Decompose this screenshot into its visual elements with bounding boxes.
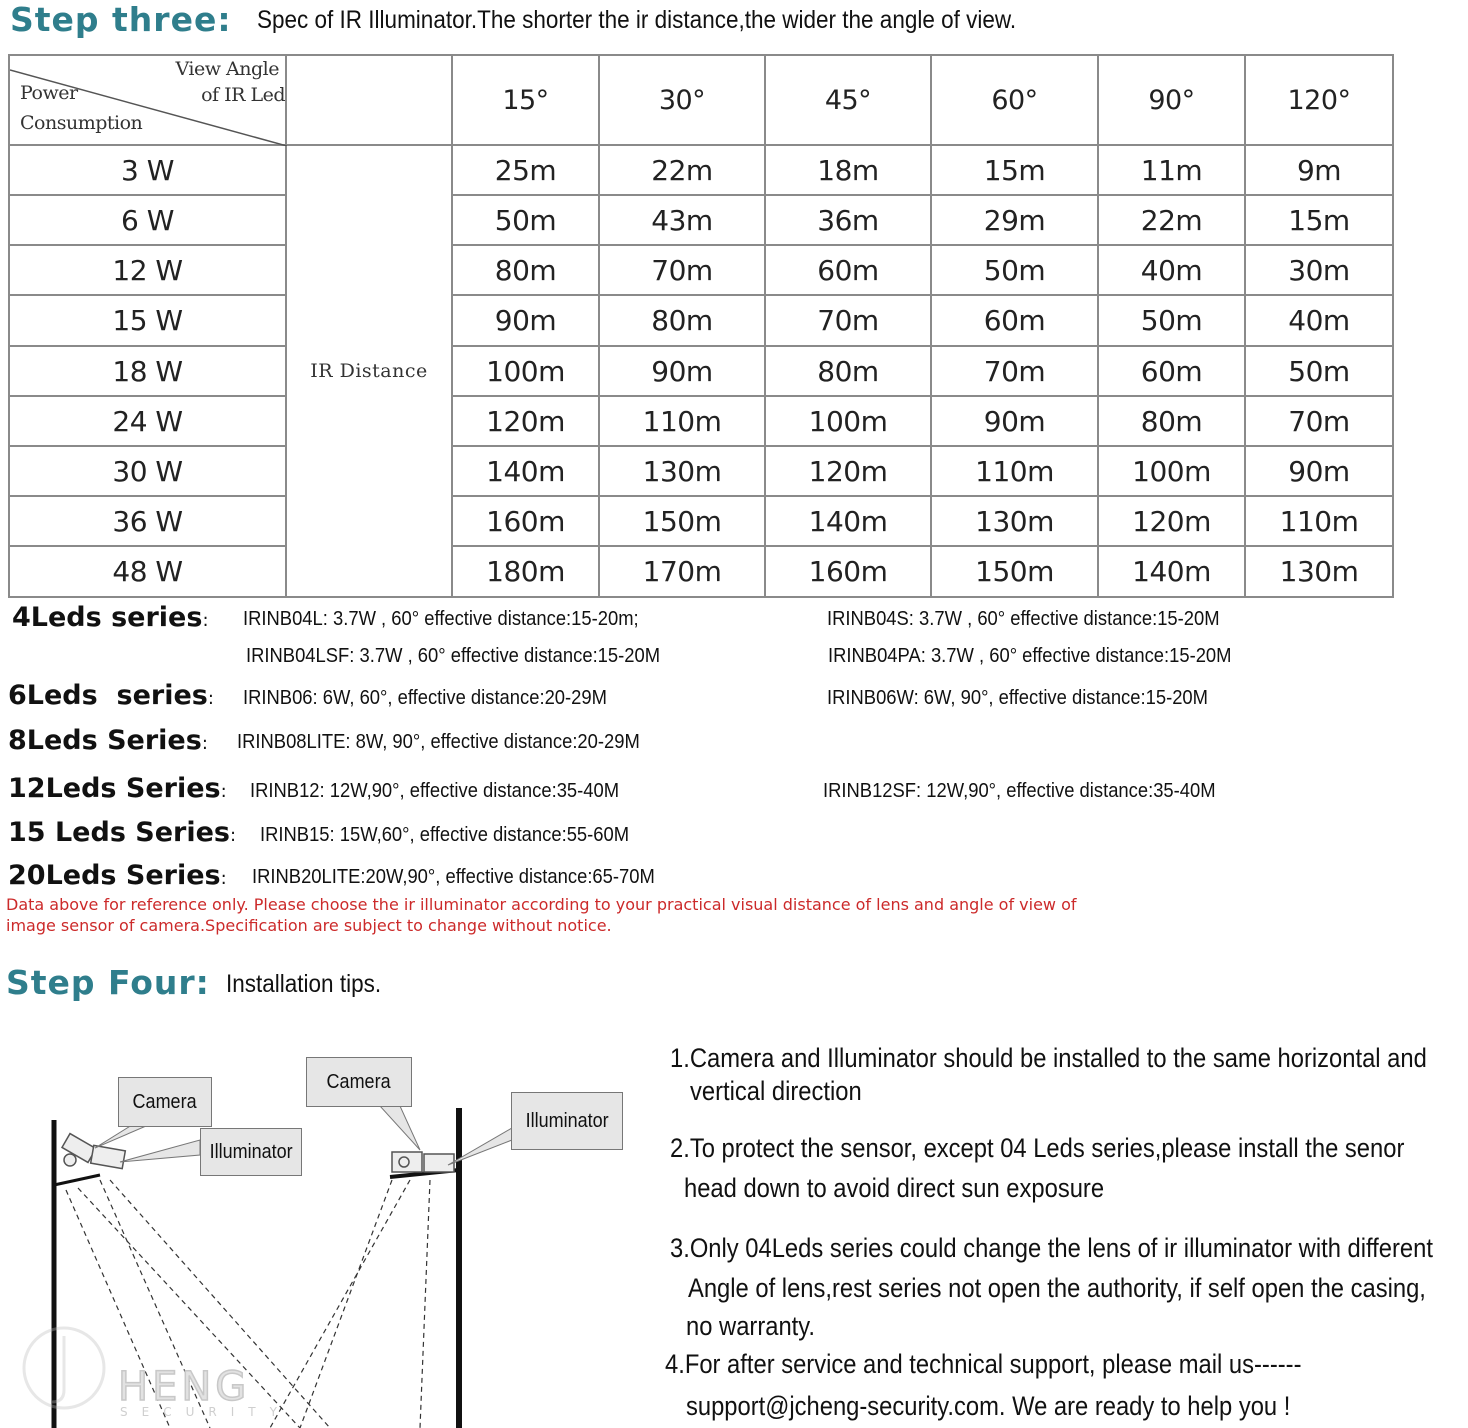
- series-separator: :: [201, 733, 208, 754]
- table-row: [9, 496, 1393, 546]
- table-row: [9, 195, 1393, 245]
- distance-cell: 70m: [1245, 396, 1393, 446]
- series-spec: IRINB06: 6W, 60°, effective distance:20-29M: [243, 687, 607, 709]
- corner-power-label: Power: [20, 82, 78, 104]
- step-three-title: Step three:: [10, 0, 232, 39]
- power-cell: 3 W: [9, 145, 286, 195]
- distance-cell: 60m: [931, 295, 1098, 346]
- left-bracket: [54, 1175, 100, 1185]
- distance-cell: 60m: [765, 245, 931, 295]
- series-spec: IRINB04PA: 3.7W , 60° effective distance:15-20M: [828, 645, 1232, 667]
- distance-cell: 140m: [1098, 546, 1245, 597]
- callout-illuminator-left: [200, 1128, 302, 1176]
- angle-header: 45°: [765, 55, 931, 145]
- callout-label: Illuminator: [525, 1109, 609, 1132]
- distance-cell: 100m: [765, 396, 931, 446]
- series-name: 6Leds series: [8, 680, 208, 711]
- callout-camera-left: [118, 1077, 212, 1127]
- distance-cell: 140m: [765, 496, 931, 546]
- table-row: [9, 346, 1393, 396]
- series-6leds: [8, 680, 214, 711]
- series-name: 8Leds Series: [8, 725, 202, 756]
- distance-cell: 36m: [765, 195, 931, 245]
- distance-cell: 40m: [1245, 295, 1393, 346]
- angle-header: 15°: [452, 55, 599, 145]
- table-header-row: [9, 55, 1393, 145]
- series-spec: IRINB04LSF: 3.7W , 60° effective distance:15-20M: [246, 645, 661, 667]
- distance-cell: 120m: [452, 396, 599, 446]
- header-blank-cell: [286, 55, 452, 145]
- power-cell: 30 W: [9, 446, 286, 496]
- corner-ir-led-label: of IR Led: [201, 84, 285, 106]
- distance-cell: 50m: [452, 195, 599, 245]
- callout-label: Camera: [326, 1070, 392, 1093]
- callout-label: Illuminator: [209, 1140, 293, 1163]
- power-cell: 6 W: [9, 195, 286, 245]
- distance-cell: 80m: [452, 245, 599, 295]
- series-name: 12Leds Series: [8, 773, 221, 804]
- tip-2-line-2: head down to avoid direct sun exposure: [684, 1173, 1105, 1203]
- distance-cell: 18m: [765, 145, 931, 195]
- angle-header: 120°: [1245, 55, 1393, 145]
- series-separator: :: [230, 825, 237, 846]
- table-row: [9, 446, 1393, 496]
- callout-pointer: [380, 1106, 420, 1150]
- distance-cell: 70m: [765, 295, 931, 346]
- tip-4-support-email: support@jcheng-security.com. We are ready to help you !: [686, 1391, 1291, 1421]
- distance-cell: 43m: [599, 195, 765, 245]
- disclaimer-line-1: Data above for reference only. Please choose the ir illuminator according to your practical visual distance of lens and angle of view of: [6, 895, 1077, 914]
- distance-cell: 100m: [1098, 446, 1245, 496]
- ir-distance-label: IR Distance: [286, 145, 452, 597]
- angle-header: 90°: [1098, 55, 1245, 145]
- series-separator: :: [220, 868, 227, 889]
- series-8leds: [8, 725, 208, 756]
- series-spec: IRINB20LITE:20W,90°, effective distance:65-70M: [252, 866, 655, 888]
- series-separator: :: [207, 688, 214, 709]
- distance-cell: 22m: [1098, 195, 1245, 245]
- corner-view-angle-label: View Angle: [175, 58, 279, 80]
- disclaimer-line-2: image sensor of camera.Specification are subject to change without notice.: [6, 916, 612, 935]
- watermark-subtitle: SECURITY: [120, 1405, 291, 1419]
- callout-illuminator-right: [511, 1092, 623, 1150]
- table-row: [9, 396, 1393, 446]
- corner-consumption-label: Consumption: [20, 112, 143, 134]
- tip-3-line-1: 3.Only 04Leds series could change the lens of ir illuminator with different: [670, 1233, 1433, 1263]
- callout-label: Camera: [132, 1090, 198, 1113]
- series-4leds: [12, 602, 209, 633]
- series-separator: :: [202, 610, 209, 631]
- tip-3-line-2: Angle of lens,rest series not open the authority, if self open the casing,: [688, 1273, 1426, 1303]
- distance-cell: 90m: [452, 295, 599, 346]
- series-separator: :: [220, 781, 227, 802]
- table-row: [9, 295, 1393, 346]
- distance-cell: 15m: [931, 145, 1098, 195]
- tip-2-line-1: 2.To protect the sensor, except 04 Leds series,please install the senor: [670, 1133, 1405, 1163]
- step-four-title: Step Four:: [6, 963, 210, 1002]
- angle-header: 30°: [599, 55, 765, 145]
- distance-cell: 50m: [931, 245, 1098, 295]
- series-20leds: [8, 860, 227, 891]
- series-spec: IRINB04L: 3.7W , 60° effective distance:15-20m;: [243, 608, 639, 630]
- distance-cell: 140m: [452, 446, 599, 496]
- series-spec: IRINB15: 15W,60°, effective distance:55-60M: [260, 824, 630, 846]
- angle-header: 60°: [931, 55, 1098, 145]
- distance-cell: 150m: [599, 496, 765, 546]
- distance-cell: 90m: [599, 346, 765, 396]
- distance-cell: 25m: [452, 145, 599, 195]
- series-12leds: [8, 773, 227, 804]
- distance-cell: 50m: [1245, 346, 1393, 396]
- power-cell: 48 W: [9, 546, 286, 597]
- series-spec: IRINB12SF: 12W,90°, effective distance:35-40M: [823, 780, 1216, 802]
- series-spec: IRINB12: 12W,90°, effective distance:35-40M: [250, 780, 620, 802]
- table-corner-header: [9, 55, 286, 145]
- table-row: [9, 245, 1393, 295]
- distance-cell: 9m: [1245, 145, 1393, 195]
- callout-camera-right: [306, 1057, 412, 1107]
- callout-pointer: [120, 1140, 200, 1162]
- right-beam-line: [420, 1180, 430, 1428]
- distance-cell: 80m: [599, 295, 765, 346]
- power-cell: 18 W: [9, 346, 286, 396]
- distance-cell: 120m: [1098, 496, 1245, 546]
- distance-cell: 15m: [1245, 195, 1393, 245]
- step-four-description: Installation tips.: [226, 970, 382, 998]
- distance-cell: 60m: [1098, 346, 1245, 396]
- distance-cell: 50m: [1098, 295, 1245, 346]
- distance-cell: 120m: [765, 446, 931, 496]
- series-spec: IRINB06W: 6W, 90°, effective distance:15-20M: [827, 687, 1208, 709]
- tip-1-line-1: 1.Camera and Illuminator should be installed to the same horizontal and: [670, 1043, 1427, 1073]
- right-beam-line: [270, 1180, 410, 1428]
- distance-cell: 170m: [599, 546, 765, 597]
- distance-cell: 110m: [931, 446, 1098, 496]
- distance-cell: 80m: [1098, 396, 1245, 446]
- right-beam-line: [300, 1180, 392, 1428]
- series-name: 15 Leds Series: [8, 817, 230, 848]
- distance-cell: 70m: [599, 245, 765, 295]
- tip-1-line-2: vertical direction: [690, 1076, 862, 1106]
- distance-cell: 150m: [931, 546, 1098, 597]
- distance-cell: 110m: [1245, 496, 1393, 546]
- distance-cell: 11m: [1098, 145, 1245, 195]
- distance-cell: 22m: [599, 145, 765, 195]
- power-cell: 36 W: [9, 496, 286, 546]
- distance-cell: 130m: [1245, 546, 1393, 597]
- series-name: 20Leds Series: [8, 860, 221, 891]
- right-camera-unit-icon: [392, 1152, 454, 1172]
- distance-cell: 30m: [1245, 245, 1393, 295]
- distance-cell: 100m: [452, 346, 599, 396]
- distance-cell: 80m: [765, 346, 931, 396]
- series-spec: IRINB08LITE: 8W, 90°, effective distance:20-29M: [237, 731, 640, 753]
- distance-cell: 40m: [1098, 245, 1245, 295]
- distance-cell: 29m: [931, 195, 1098, 245]
- ir-spec-table: [8, 54, 1394, 598]
- series-spec: IRINB04S: 3.7W , 60° effective distance:15-20M: [827, 608, 1220, 630]
- distance-cell: 160m: [765, 546, 931, 597]
- distance-cell: 90m: [931, 396, 1098, 446]
- step-three-description: Spec of IR Illuminator.The shorter the ir distance,the wider the angle of view.: [257, 6, 1017, 34]
- distance-cell: 130m: [931, 496, 1098, 546]
- power-cell: 12 W: [9, 245, 286, 295]
- distance-cell: 160m: [452, 496, 599, 546]
- watermark-brand: HENG: [118, 1364, 251, 1410]
- distance-cell: 70m: [931, 346, 1098, 396]
- distance-cell: 180m: [452, 546, 599, 597]
- distance-cell: 110m: [599, 396, 765, 446]
- power-cell: 24 W: [9, 396, 286, 446]
- series-15leds: [8, 817, 236, 848]
- series-name: 4Leds series: [12, 602, 203, 633]
- distance-cell: 130m: [599, 446, 765, 496]
- tip-4-line-1: 4.For after service and technical support, please mail us------: [665, 1349, 1302, 1379]
- distance-cell: 90m: [1245, 446, 1393, 496]
- tip-3-line-3: no warranty.: [686, 1311, 815, 1341]
- table-row: [9, 145, 1393, 195]
- table-row: [9, 546, 1393, 597]
- power-cell: 15 W: [9, 295, 286, 346]
- brand-watermark-logo: [24, 1328, 104, 1408]
